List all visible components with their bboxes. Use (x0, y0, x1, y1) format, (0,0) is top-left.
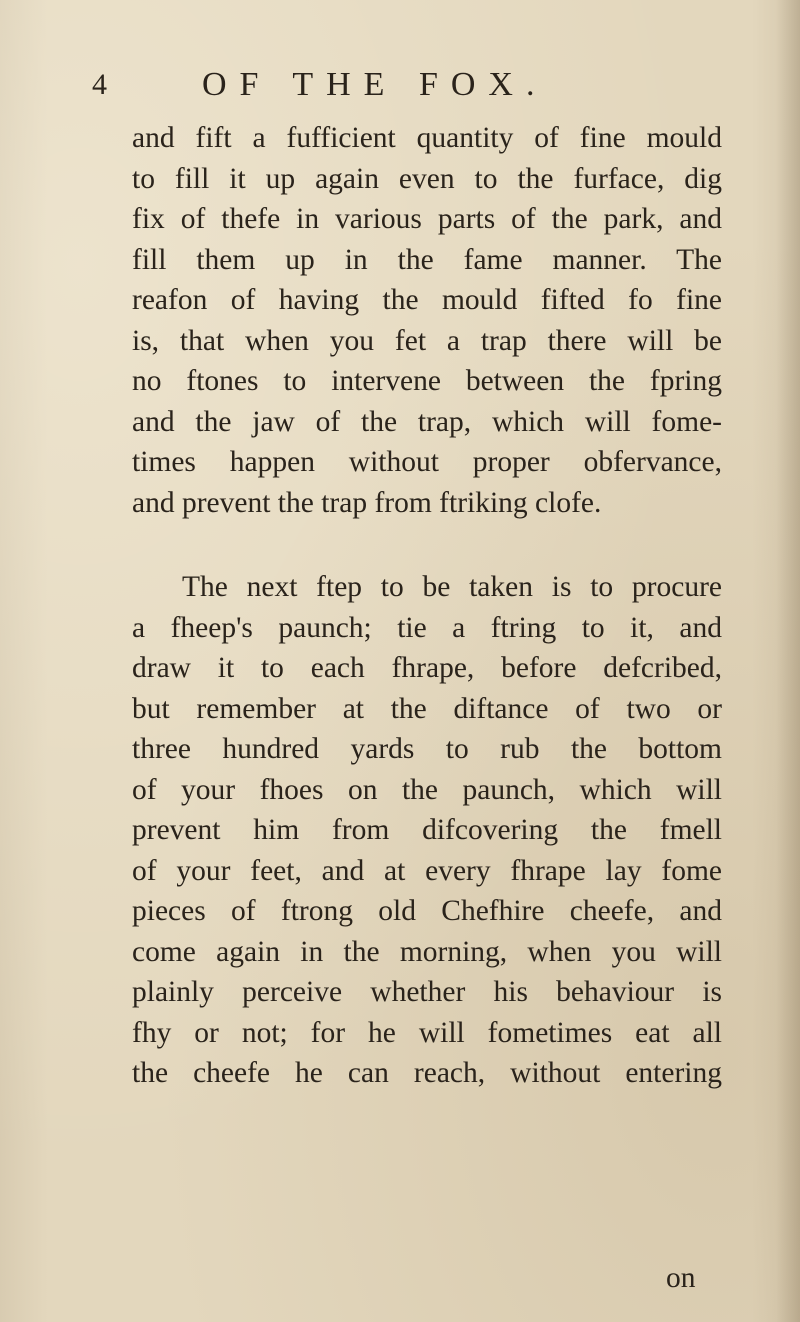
text-line: prevent him from difcovering the fmell (132, 814, 722, 846)
text-line: reafon of having the mould fifted fo fine (132, 284, 722, 316)
paragraph-2 (132, 567, 722, 1094)
text-line: times happen without proper obfervance, (132, 446, 722, 478)
text-line: and the jaw of the trap, which will fome- (132, 405, 722, 438)
text-line: of your fhoes on the paunch, which will (132, 773, 722, 806)
text-line: plainly perceive whether his behaviour is (132, 976, 722, 1008)
text-line: but remember at the diftance of two or (132, 692, 722, 725)
page-number: 4 (92, 68, 108, 101)
text-line: to fill it up again even to the furface, dig (132, 162, 722, 195)
text-line: fill them up in the fame manner. The (132, 243, 722, 276)
text-line: the cheefe he can reach, without entering (132, 1057, 722, 1089)
text-line: draw it to each fhrape, before defcribed, (132, 652, 722, 684)
text-line: fix of thefe in various parts of the park, and (132, 203, 722, 235)
text-line: fhy or not; for he will fometimes eat all (132, 1016, 722, 1049)
paragraph-1 (132, 118, 722, 523)
text-line: no ftones to intervene between the fpring (132, 365, 722, 397)
running-title: OF THE FOX. (202, 66, 548, 103)
text-line: pieces of ftrong old Chefhire cheefe, and (132, 895, 722, 927)
body-text (132, 118, 722, 1094)
text-line: three hundred yards to rub the bottom (132, 733, 722, 765)
page-header (92, 58, 712, 108)
catchword: on (666, 1262, 696, 1294)
text-line: a fheep's paunch; tie a ftring to it, and (132, 611, 722, 644)
text-line: is, that when you fet a trap there will be (132, 324, 722, 357)
text-line: and prevent the trap from ftriking clofe. (132, 486, 602, 519)
text-line: of your feet, and at every fhrape lay fome (132, 854, 722, 887)
page-edge-shadow (776, 0, 800, 1322)
text-line: The next ftep to be taken is to procure (182, 571, 722, 603)
text-line: and fift a fufficient quantity of fine mould (132, 122, 722, 154)
paragraph-gap (132, 523, 722, 567)
text-line: come again in the morning, when you will (132, 935, 722, 968)
